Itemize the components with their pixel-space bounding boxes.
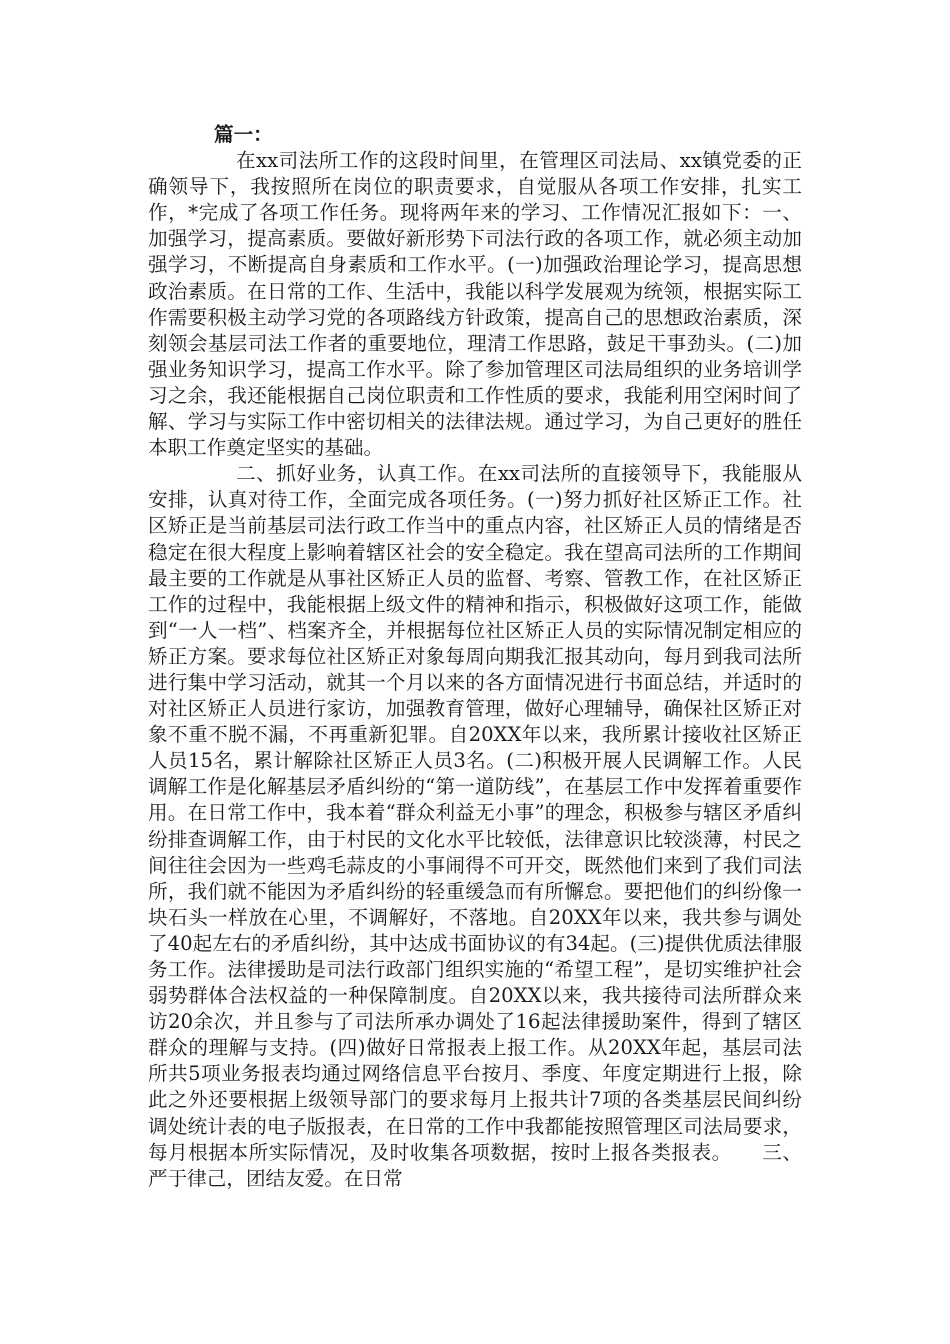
- section-heading: 篇一：: [214, 123, 273, 146]
- document-body: [148, 122, 802, 1192]
- paragraph-2: 二、抓好业务，认真工作。在xx司法所的直接领导下，我能服从安排，认真对待工作，全面完成各项任务。(一)努力抓好社区矫正工作。社区矫正是当前基层司法行政工作当中的重点内容，社区矫正人员的情绪是否稳定在很大程度上影响着辖区社会的安全稳定。我在望高司法所的工作期间最主要的工作就是从事社区矫正人员的监督、考察、管教工作，在社区矫正工作的过程中，我能根据上级文件的精神和指示，积极做好这项工作，能做到“一人一档”、档案齐全，并根据每位社区矫正人员的实际情况制定相应的矫正方案。要求每位社区矫正对象每周向期我汇报其动向，每月到我司法所进行集中学习活动，就其一个月以来的各方面情况进行书面总结，并适时的对社区矫正人员进行家访，加强教育管理，做好心理辅导，确保社区矫正对象不重不脱不漏，不再重新犯罪。自20XX年以来，我所累计接收社区矫正人员15名，累计解除社区矫正人员3名。(二)积极开展人民调解工作。人民调解工作是化解基层矛盾纠纷的“第一道防线”，在基层工作中发挥着重要作用。在日常工作中，我本着“群众利益无小事”的理念，积极参与辖区矛盾纠纷排查调解工作，由于村民的文化水平比较低，法律意识比较淡薄，村民之间往往会因为一些鸡毛蒜皮的小事闹得不可开交，既然他们来到了我们司法所，我们就不能因为矛盾纠纷的轻重缓急而有所懈怠。要把他们的纠纷像一块石头一样放在心里，不调解好，不落地。自20XX年以来，我共参与调处了40起左右的矛盾纠纷，其中达成书面协议的有34起。(三)提供优质法律服务工作。法律援助是司法行政部门组织实施的“希望工程”，是切实维护社会弱势群体合法权益的一种保障制度。自20XX以来，我共接待司法所群众来访20余次，并且参与了司法所承办调处了16起法律援助案件，得到了辖区群众的理解与支持。(四)做好日常报表上报工作。从20XX年起，基层司法所共5项业务报表均通过网络信息平台按月、季度、年度定期进行上报，除此之外还要根据上级领导部门的要求每月上报共计7项的各类基层民间纠纷调处统计表的电子版报表，在日常的工作中我都能按照管理区司法局要求，每月根据本所实际情况，及时收集各项数据，按时上报各类报表。 三、严于律己，团结友爱。在日常: [148, 462, 802, 1190]
- paragraph-1: 在xx司法所工作的这段时间里，在管理区司法局、xx镇党委的正确领导下，我按照所在岗位的职责要求，自觉服从各项工作安排，扎实工作，*完成了各项工作任务。现将两年来的学习、工作情况汇报如下：一、加强学习，提高素质。要做好新形势下司法行政的各项工作，就必须主动加强学习，不断提高自身素质和工作水平。(一)加强政治理论学习，提高思想政治素质。在日常的工作、生活中，我能以科学发展观为统领，根据实际工作需要积极主动学习党的各项路线方针政策，提高自己的思想政治素质，深刻领会基层司法工作者的重要地位，理清工作思路，鼓足干事劲头。(二)加强业务知识学习，提高工作水平。除了参加管理区司法局组织的业务培训学习之余，我还能根据自己岗位职责和工作性质的要求，我能利用空闲时间了解、学习与实际工作中密切相关的法律法规。通过学习，为自己更好的胜任本职工作奠定坚实的基础。: [148, 149, 802, 460]
